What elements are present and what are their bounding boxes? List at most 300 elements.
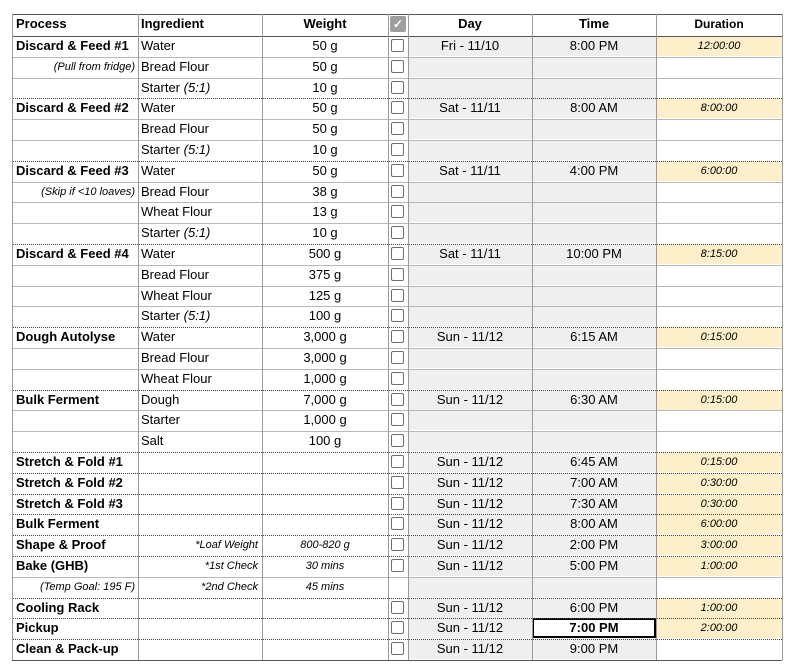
row-divider xyxy=(12,514,782,515)
duration-cell: 1:00:00 xyxy=(656,556,782,576)
ingredient-ratio-note: (5:1) xyxy=(183,79,211,95)
duration-cell xyxy=(656,369,782,389)
table-row xyxy=(12,598,782,618)
time-cell: 7:30 AM xyxy=(532,494,656,514)
row-divider xyxy=(12,119,782,120)
weight-cell: 50 g xyxy=(312,38,338,53)
duration-cell: 1:00:00 xyxy=(656,598,782,618)
day-cell: Sun - 11/12 xyxy=(408,327,532,347)
checkbox[interactable] xyxy=(391,39,404,52)
row-divider xyxy=(12,57,782,58)
duration-cell: 0:15:00 xyxy=(656,327,782,347)
weight-cell: 500 g xyxy=(308,246,342,261)
table-row xyxy=(12,223,782,243)
checkbox-cell[interactable] xyxy=(388,639,408,659)
time-cell xyxy=(532,410,656,430)
checkbox-cell[interactable] xyxy=(388,473,408,493)
checkbox[interactable] xyxy=(391,60,404,73)
time-cell: 7:00 AM xyxy=(532,473,656,493)
day-cell xyxy=(408,57,532,77)
day-cell: Sat - 11/11 xyxy=(408,98,532,118)
ingredient-ratio-note: (5:1) xyxy=(183,142,211,157)
time-cell: 2:00 PM xyxy=(532,535,656,555)
ingredient-name: Bread Flour xyxy=(141,266,209,282)
row-divider xyxy=(12,577,782,578)
duration-cell: 3:00:00 xyxy=(656,535,782,555)
row-divider xyxy=(12,639,782,640)
checkbox-cell[interactable] xyxy=(388,182,408,202)
row-divider xyxy=(12,598,782,599)
time-cell xyxy=(532,306,656,326)
checkbox[interactable] xyxy=(391,247,404,260)
time-cell xyxy=(532,202,656,222)
ingredient-cell xyxy=(138,306,262,326)
weight-cell: 3,000 g xyxy=(303,350,347,365)
ingredient-cell xyxy=(138,182,262,202)
time-cell xyxy=(532,577,656,597)
time-cell: 6:00 PM xyxy=(532,598,656,618)
weight-cell: 100 g xyxy=(308,433,342,449)
ingredient-cell xyxy=(138,327,262,347)
checkbox-cell[interactable] xyxy=(388,369,408,389)
row-divider xyxy=(12,327,782,328)
time-cell xyxy=(532,140,656,160)
day-cell xyxy=(408,306,532,326)
checkbox-cell[interactable] xyxy=(388,618,408,638)
column-divider xyxy=(262,14,263,660)
checkbox[interactable] xyxy=(391,164,404,177)
checkbox-cell[interactable] xyxy=(388,535,408,555)
column-divider xyxy=(532,14,533,660)
checkbox-cell[interactable] xyxy=(388,265,408,285)
checkbox-cell[interactable] xyxy=(388,78,408,98)
column-divider xyxy=(12,14,13,660)
table-row xyxy=(12,577,782,597)
table-row xyxy=(12,327,782,347)
table-row xyxy=(12,57,782,77)
checkbox[interactable] xyxy=(391,621,404,634)
weight-cell: 3,000 g xyxy=(303,329,347,345)
time-cell xyxy=(532,119,656,139)
time-cell: 6:45 AM xyxy=(532,452,656,472)
time-cell xyxy=(532,348,656,368)
header-duration: Duration xyxy=(656,14,782,34)
day-cell: Sun - 11/12 xyxy=(408,452,532,472)
ingredient-cell xyxy=(138,140,262,160)
checkbox-cell[interactable] xyxy=(388,598,408,618)
checkbox[interactable] xyxy=(391,226,404,239)
row-divider xyxy=(12,98,782,99)
weight-cell: 100 g xyxy=(308,308,342,324)
checkbox[interactable] xyxy=(391,101,404,114)
row-divider xyxy=(12,182,782,183)
weight-cell: 7,000 g xyxy=(303,391,347,407)
day-cell: Sun - 11/12 xyxy=(408,494,532,514)
weight-cell: 50 g xyxy=(312,121,338,137)
duration-cell: 2:00:00 xyxy=(656,618,782,638)
table-row xyxy=(12,140,782,160)
time-cell: 9:00 PM xyxy=(532,639,656,659)
time-cell: 8:00 AM xyxy=(532,98,656,118)
duration-cell: 0:30:00 xyxy=(656,473,782,493)
ingredient-name: Starter xyxy=(141,142,181,157)
header-row xyxy=(12,14,782,34)
duration-cell: 8:15:00 xyxy=(656,244,782,264)
day-cell xyxy=(408,265,532,285)
weight-cell: 50 g xyxy=(312,162,338,178)
checkbox[interactable] xyxy=(391,413,404,426)
weight-note-cell: 30 mins xyxy=(305,560,345,572)
row-divider xyxy=(12,306,782,307)
checkbox[interactable] xyxy=(391,268,404,281)
day-cell: Sun - 11/12 xyxy=(408,390,532,410)
header-time: Time xyxy=(532,14,656,34)
table-row xyxy=(12,78,782,98)
ingredient-name: Starter xyxy=(141,308,181,324)
checkbox-cell xyxy=(388,577,408,597)
duration-cell xyxy=(656,348,782,368)
checkbox[interactable] xyxy=(391,601,404,614)
duration-cell xyxy=(656,410,782,430)
row-divider xyxy=(12,473,782,474)
checkbox-cell[interactable] xyxy=(388,223,408,243)
checkbox[interactable] xyxy=(391,455,404,468)
weight-cell: 10 g xyxy=(312,225,338,241)
process-cell: Stretch & Fold #3 xyxy=(16,495,123,511)
process-cell: Stretch & Fold #2 xyxy=(16,474,123,490)
time-cell xyxy=(532,286,656,306)
day-cell: Sun - 11/12 xyxy=(408,639,532,659)
duration-cell xyxy=(656,223,782,243)
ingredient-name: Bread Flour xyxy=(141,183,209,199)
time-cell: 8:00 AM xyxy=(532,514,656,534)
table-row xyxy=(12,182,782,202)
time-cell xyxy=(532,431,656,451)
checkbox-cell[interactable] xyxy=(388,202,408,222)
checkmark-icon[interactable]: ✓ xyxy=(390,16,406,32)
process-cell: (Skip if <10 loaves) xyxy=(41,185,135,198)
duration-cell xyxy=(656,78,782,98)
table-row xyxy=(12,410,782,430)
header-check-cell[interactable] xyxy=(388,14,408,34)
duration-cell: 0:15:00 xyxy=(656,390,782,410)
row-divider xyxy=(12,265,782,266)
table-row xyxy=(12,369,782,389)
checkbox-cell[interactable] xyxy=(388,348,408,368)
ingredient-cell xyxy=(138,369,262,389)
row-divider xyxy=(12,202,782,203)
weight-cell: 13 g xyxy=(312,204,338,220)
ingredient-cell xyxy=(138,265,262,285)
checkbox[interactable] xyxy=(391,434,404,447)
row-divider xyxy=(12,244,782,245)
time-cell: 10:00 PM xyxy=(532,244,656,264)
ingredient-name: Wheat Flour xyxy=(141,370,212,386)
day-cell: Fri - 11/10 xyxy=(408,36,532,56)
ingredient-cell xyxy=(138,36,262,56)
process-cell: Bulk Ferment xyxy=(16,516,100,532)
ingredient-name: Water xyxy=(141,162,176,178)
time-cell xyxy=(532,223,656,243)
day-cell: Sun - 11/12 xyxy=(408,514,532,534)
checkbox-cell[interactable] xyxy=(388,431,408,451)
table-row xyxy=(12,639,782,659)
ingredient-name: Wheat Flour xyxy=(141,287,212,303)
day-cell xyxy=(408,78,532,98)
day-cell: Sun - 11/12 xyxy=(408,618,532,638)
ingredient-name: Bread Flour xyxy=(141,350,209,365)
duration-cell: 0:15:00 xyxy=(656,452,782,472)
table-row xyxy=(12,265,782,285)
process-cell: Dough Autolyse xyxy=(16,329,116,345)
ingredient-cell xyxy=(138,390,262,410)
day-cell xyxy=(408,431,532,451)
ingredient-cell xyxy=(138,410,262,430)
ingredient-ratio-note: (5:1) xyxy=(183,308,211,324)
ingredient-name: Starter xyxy=(141,412,181,428)
checkbox[interactable] xyxy=(391,330,404,343)
checkbox-cell[interactable] xyxy=(388,410,408,430)
row-divider xyxy=(12,494,782,495)
day-cell xyxy=(408,369,532,389)
checkbox[interactable] xyxy=(391,497,404,510)
checkbox-cell[interactable] xyxy=(388,452,408,472)
process-cell: Discard & Feed #4 xyxy=(16,246,129,261)
day-cell xyxy=(408,182,532,202)
checkbox[interactable] xyxy=(391,351,404,364)
ingredient-ratio-note: (5:1) xyxy=(183,225,211,241)
table-row xyxy=(12,161,782,181)
row-divider xyxy=(12,369,782,370)
table-row xyxy=(12,390,782,410)
checkbox[interactable] xyxy=(391,309,404,322)
table-row xyxy=(12,618,782,638)
ingredient-name: Salt xyxy=(141,433,164,449)
weight-cell: 38 g xyxy=(312,183,338,199)
table-row xyxy=(12,244,782,264)
column-divider xyxy=(408,14,409,660)
ingredient-name: Water xyxy=(141,38,176,53)
day-cell: Sat - 11/11 xyxy=(408,244,532,264)
time-cell: 6:15 AM xyxy=(532,327,656,347)
table-row xyxy=(12,202,782,222)
note-label: *1st Check xyxy=(204,560,258,572)
checkbox[interactable] xyxy=(391,289,404,302)
table-row xyxy=(12,36,782,56)
weight-cell: 375 g xyxy=(308,266,342,282)
day-cell xyxy=(408,119,532,139)
row-divider xyxy=(12,390,782,391)
duration-cell: 0:30:00 xyxy=(656,494,782,514)
day-cell xyxy=(408,577,532,597)
duration-cell: 6:00:00 xyxy=(656,514,782,534)
row-divider xyxy=(12,452,782,453)
checkbox[interactable] xyxy=(391,185,404,198)
day-cell: Sun - 11/12 xyxy=(408,473,532,493)
process-cell: Stretch & Fold #1 xyxy=(16,454,123,469)
ingredient-cell xyxy=(138,244,262,264)
checkbox-cell[interactable] xyxy=(388,494,408,514)
weight-cell: 125 g xyxy=(308,287,342,303)
time-cell xyxy=(532,265,656,285)
ingredient-cell xyxy=(138,161,262,181)
checkbox-cell[interactable] xyxy=(388,119,408,139)
ingredient-name: Dough xyxy=(141,391,180,407)
checkbox-cell[interactable] xyxy=(388,244,408,264)
day-cell: Sun - 11/12 xyxy=(408,535,532,555)
ingredient-cell xyxy=(138,119,262,139)
day-cell xyxy=(408,410,532,430)
checkbox[interactable] xyxy=(391,559,404,572)
checkbox-cell[interactable] xyxy=(388,57,408,77)
time-cell xyxy=(532,369,656,389)
weight-cell: 50 g xyxy=(312,58,338,74)
row-divider xyxy=(12,535,782,536)
table-row xyxy=(12,494,782,514)
ingredient-cell xyxy=(138,431,262,451)
weight-cell: 50 g xyxy=(312,100,338,116)
ingredient-name: Water xyxy=(141,246,176,261)
ingredient-name: Water xyxy=(141,100,176,116)
row-divider xyxy=(12,660,782,661)
checkbox-cell[interactable] xyxy=(388,327,408,347)
process-cell: Pickup xyxy=(16,620,59,636)
table-row xyxy=(12,556,782,576)
checkbox[interactable] xyxy=(391,372,404,385)
checkbox-cell[interactable] xyxy=(388,98,408,118)
header-weight: Weight xyxy=(303,16,347,31)
duration-cell xyxy=(656,306,782,326)
ingredient-name: Bread Flour xyxy=(141,121,209,137)
row-divider xyxy=(12,618,782,619)
process-cell: Cooling Rack xyxy=(16,599,100,615)
process-cell: Shape & Proof xyxy=(16,537,106,553)
weight-cell: 10 g xyxy=(312,79,338,95)
process-cell: Discard & Feed #3 xyxy=(16,162,129,178)
ingredient-cell xyxy=(138,348,262,368)
weight-cell: 1,000 g xyxy=(303,370,347,386)
header-ingredient: Ingredient xyxy=(141,16,204,31)
checkbox[interactable] xyxy=(391,476,404,489)
column-divider xyxy=(138,14,139,660)
checkbox-cell[interactable] xyxy=(388,390,408,410)
row-divider xyxy=(12,36,782,37)
checkbox[interactable] xyxy=(391,205,404,218)
day-cell: Sat - 11/11 xyxy=(408,161,532,181)
table-row xyxy=(12,286,782,306)
row-divider xyxy=(12,223,782,224)
checkbox[interactable] xyxy=(391,393,404,406)
column-divider xyxy=(656,14,657,660)
checkbox-cell[interactable] xyxy=(388,36,408,56)
time-cell: 6:30 AM xyxy=(532,390,656,410)
checkbox-cell[interactable] xyxy=(388,286,408,306)
weight-note-cell: 800-820 g xyxy=(300,539,350,552)
process-cell: Discard & Feed #2 xyxy=(16,100,129,116)
duration-cell xyxy=(656,286,782,306)
duration-cell: 8:00:00 xyxy=(656,98,782,118)
table-row xyxy=(12,119,782,139)
column-divider xyxy=(388,14,389,660)
duration-cell xyxy=(656,431,782,451)
time-cell[interactable]: 7:00 PM xyxy=(532,618,656,638)
row-divider xyxy=(12,14,782,15)
process-cell: (Pull from fridge) xyxy=(53,60,135,73)
checkbox[interactable] xyxy=(391,642,404,655)
checkbox[interactable] xyxy=(391,517,404,530)
weight-cell: 10 g xyxy=(312,142,338,157)
row-divider xyxy=(12,161,782,162)
ingredient-cell xyxy=(138,286,262,306)
time-cell xyxy=(532,78,656,98)
note-label: *2nd Check xyxy=(201,580,258,593)
duration-cell xyxy=(656,140,782,160)
day-cell xyxy=(408,140,532,160)
row-divider xyxy=(12,431,782,432)
time-cell xyxy=(532,57,656,77)
table-row xyxy=(12,535,782,555)
ingredient-name: Wheat Flour xyxy=(141,204,212,220)
process-cell: Clean & Pack-up xyxy=(16,641,119,657)
checkbox-cell[interactable] xyxy=(388,556,408,576)
process-cell: Bake (GHB) xyxy=(16,558,89,573)
column-divider xyxy=(782,14,783,660)
day-cell xyxy=(408,286,532,306)
checkbox-cell[interactable] xyxy=(388,140,408,160)
checkbox[interactable] xyxy=(391,143,404,156)
checkbox[interactable] xyxy=(391,81,404,94)
duration-cell xyxy=(656,639,782,659)
duration-cell xyxy=(656,202,782,222)
time-cell xyxy=(532,182,656,202)
time-cell: 8:00 PM xyxy=(532,36,656,56)
day-cell: Sun - 11/12 xyxy=(408,598,532,618)
time-cell: 4:00 PM xyxy=(532,161,656,181)
day-cell xyxy=(408,202,532,222)
checkbox[interactable] xyxy=(391,538,404,551)
ingredient-name: Bread Flour xyxy=(141,58,209,74)
ingredient-cell xyxy=(138,78,262,98)
table-row xyxy=(12,98,782,118)
ingredient-cell xyxy=(138,202,262,222)
row-divider xyxy=(12,348,782,349)
checkbox-cell[interactable] xyxy=(388,161,408,181)
ingredient-name: Starter xyxy=(141,225,181,241)
row-divider xyxy=(12,78,782,79)
row-divider xyxy=(12,410,782,411)
row-divider xyxy=(12,286,782,287)
table-row xyxy=(12,473,782,493)
duration-cell xyxy=(656,57,782,77)
duration-cell: 12:00:00 xyxy=(656,36,782,56)
table-row xyxy=(12,348,782,368)
weight-note-cell: 45 mins xyxy=(305,580,345,593)
duration-cell xyxy=(656,182,782,202)
checkbox-cell[interactable] xyxy=(388,514,408,534)
ingredient-cell xyxy=(138,57,262,77)
day-cell xyxy=(408,223,532,243)
header-process: Process xyxy=(16,16,67,31)
table-row xyxy=(12,452,782,472)
checkbox[interactable] xyxy=(391,122,404,135)
weight-cell: 1,000 g xyxy=(303,412,347,428)
ingredient-name: Water xyxy=(141,329,176,345)
process-cell: (Temp Goal: 195 F) xyxy=(40,580,135,593)
ingredient-cell xyxy=(138,223,262,243)
checkbox-cell[interactable] xyxy=(388,306,408,326)
duration-cell: 6:00:00 xyxy=(656,161,782,181)
note-label: *Loaf Weight xyxy=(195,539,258,552)
